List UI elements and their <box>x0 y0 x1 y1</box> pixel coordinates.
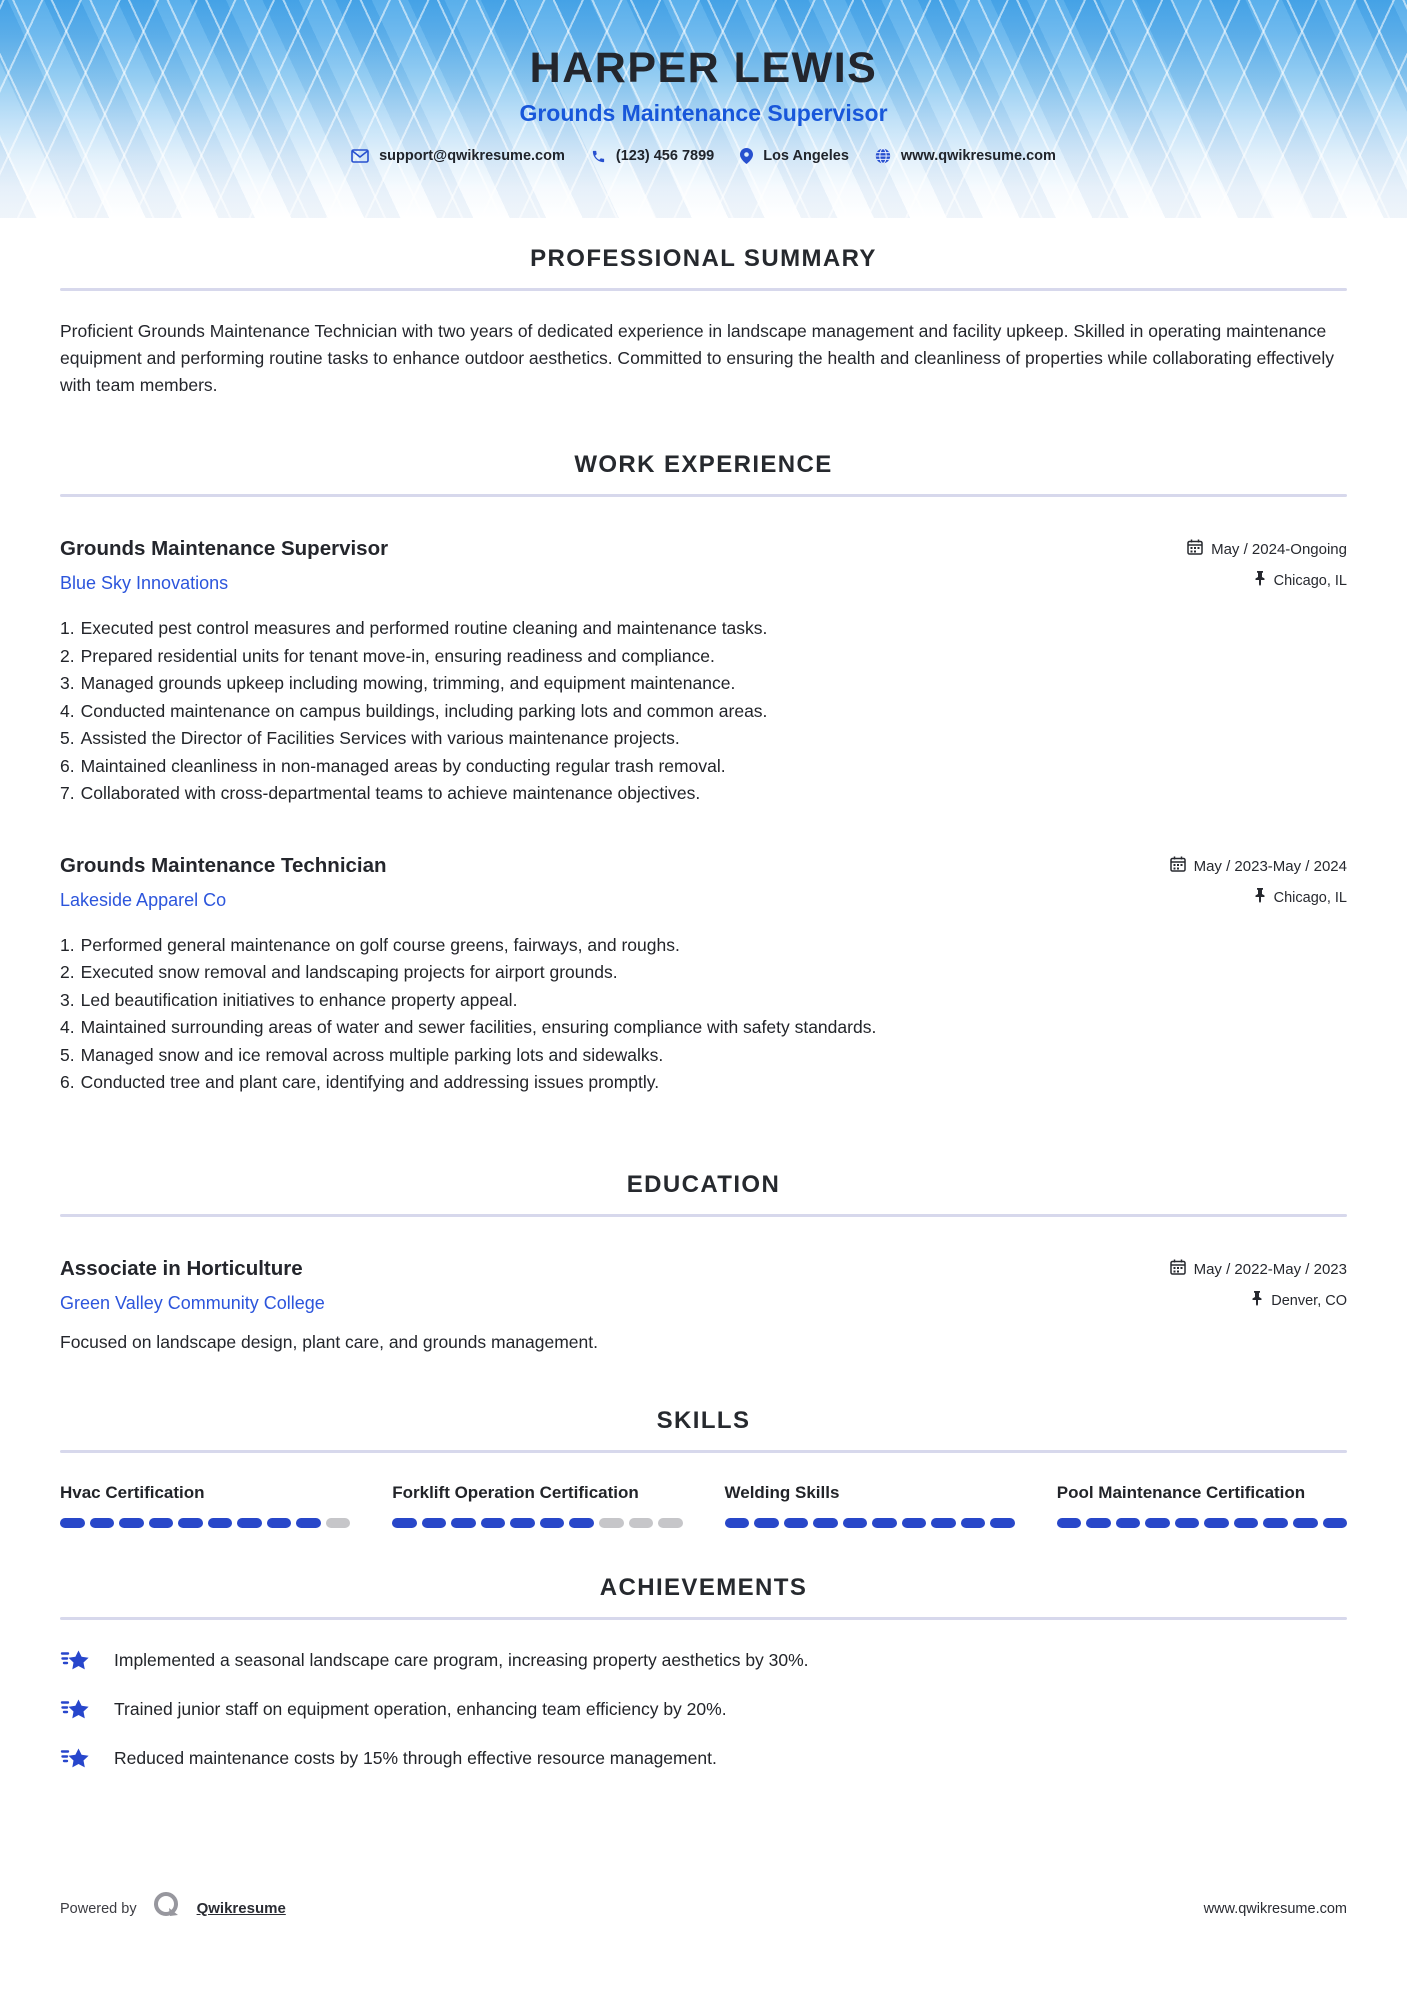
phone-icon <box>591 149 606 164</box>
skill-progress-segment <box>1263 1518 1288 1528</box>
job-entry <box>60 537 1347 808</box>
skill-label: Welding Skills <box>724 1482 840 1502</box>
job-bullet: 3. Managed grounds upkeep including mowing, trimming, and equipment maintenance. <box>60 673 736 693</box>
skill-progress-segment <box>540 1518 565 1528</box>
skill-progress-segment <box>902 1518 927 1528</box>
achievement-item <box>60 1646 1347 1676</box>
resume-body <box>0 245 1407 1774</box>
skill-progress-segment <box>90 1518 115 1528</box>
job-bullet: 6. Maintained cleanliness in non-managed areas by conducting regular trash removal. <box>60 755 726 776</box>
achievements-heading: ACHIEVEMENTS <box>599 1573 808 1601</box>
skill-progress-segment <box>754 1518 779 1528</box>
job-entry <box>60 854 1347 1097</box>
bullet-number: 7. <box>60 783 75 803</box>
bullet-number: 3. <box>60 673 75 693</box>
job-bullet: 2. Executed snow removal and landscaping projects for airport grounds. <box>60 962 618 982</box>
skill-progress-segment <box>510 1518 535 1528</box>
skills-grid <box>60 1483 1347 1528</box>
skill-progress-segment <box>1086 1518 1111 1528</box>
job-bullet: 5. Assisted the Director of Facilities Services with various maintenance projects. <box>60 728 680 748</box>
skill-progress-segment <box>208 1518 233 1528</box>
footer-website-link[interactable]: www.qwikresume.com <box>1203 1900 1347 1917</box>
skill-progress-segment <box>1293 1518 1318 1528</box>
contact-location: Los Angeles <box>740 148 849 164</box>
section-divider <box>60 288 1347 291</box>
job-dates: May / 2023-May / 2024 <box>1193 857 1347 875</box>
skill-progress-segment <box>149 1518 174 1528</box>
skill-progress-segment <box>931 1518 956 1528</box>
bullet-number: 2. <box>60 645 75 666</box>
location-pin-icon <box>740 148 753 164</box>
globe-icon <box>875 148 891 164</box>
skill-progress-segment <box>961 1518 986 1528</box>
achievement-text: Trained junior staff on equipment operation, enhancing team efficiency by 20%. <box>114 1699 727 1719</box>
contact-row <box>0 148 1407 164</box>
resume-header <box>0 0 1407 218</box>
skill-progress-bar <box>60 1518 350 1528</box>
shooting-star-icon <box>60 1695 90 1725</box>
summary-heading: PROFESSIONAL SUMMARY <box>530 245 877 272</box>
skill-progress-bar <box>392 1518 682 1528</box>
job-bullet: 6. Conducted tree and plant care, identifying and addressing issues promptly. <box>60 1072 660 1092</box>
section-divider <box>60 1617 1347 1620</box>
skill-progress-segment <box>725 1518 750 1528</box>
bullet-number: 2. <box>60 962 75 982</box>
skills-heading: SKILLS <box>656 1406 751 1434</box>
contact-email: support@qwikresume.com <box>351 148 565 164</box>
job-bullet-list <box>60 932 1347 1097</box>
bullet-number: 5. <box>60 728 75 748</box>
skill-progress-bar <box>725 1518 1015 1528</box>
education-description: Focused on landscape design, plant care, and grounds management. <box>60 1331 598 1352</box>
job-bullet-list <box>60 615 1347 808</box>
job-bullet: 7. Collaborated with cross-departmental teams to achieve maintenance objectives. <box>60 783 701 803</box>
education-location: Denver, CO <box>1271 1292 1347 1309</box>
skill-progress-segment <box>178 1518 203 1528</box>
page-footer <box>60 1889 1347 1928</box>
bullet-number: 4. <box>60 700 75 721</box>
achievement-item <box>60 1695 1347 1725</box>
bullet-number: 6. <box>60 755 75 776</box>
pushpin-icon <box>1254 888 1266 908</box>
candidate-name: HARPER LEWIS <box>529 44 878 92</box>
skill-progress-segment <box>119 1518 144 1528</box>
powered-by-label: Powered by <box>60 1900 137 1917</box>
achievement-text: Implemented a seasonal landscape care program, increasing property aesthetics by 30%. <box>114 1650 809 1670</box>
education-entry <box>60 1257 1347 1353</box>
qwikresume-logo-icon <box>150 1889 184 1928</box>
bullet-number: 1. <box>60 618 75 638</box>
achievement-item <box>60 1744 1347 1774</box>
email-icon <box>351 149 369 163</box>
section-divider <box>60 494 1347 497</box>
summary-text: Proficient Grounds Maintenance Technician with two years of dedicated experience in landscape management and facility upkeep. Skilled in operating maintenance equipment and performing routine tasks to enhance outdoor aesthetics. Committed to ensuring the health and cleanliness of properties while collaborating effectively with team members. <box>60 321 1335 395</box>
job-company-link[interactable]: Lakeside Apparel Co <box>60 889 227 910</box>
skill-progress-segment <box>1175 1518 1200 1528</box>
skill-progress-segment <box>237 1518 262 1528</box>
powered-by-block <box>60 1889 286 1928</box>
job-bullet: 2. Prepared residential units for tenant move-in, ensuring readiness and compliance. <box>60 645 715 666</box>
skill-progress-segment <box>267 1518 292 1528</box>
calendar-icon <box>1170 856 1186 877</box>
qwikresume-link[interactable]: Qwikresume <box>196 1900 286 1917</box>
skill-progress-segment <box>599 1518 624 1528</box>
contact-website[interactable]: www.qwikresume.com <box>875 148 1056 164</box>
job-list <box>60 537 1347 1097</box>
skill-progress-segment <box>872 1518 897 1528</box>
skill-progress-segment <box>296 1518 321 1528</box>
job-company-link[interactable]: Blue Sky Innovations <box>60 573 229 593</box>
education-dates: May / 2022-May / 2023 <box>1193 1260 1347 1278</box>
job-bullet: 1. Executed pest control measures and performed routine cleaning and maintenance tasks. <box>60 618 768 638</box>
skill-progress-segment <box>392 1518 417 1528</box>
skill-progress-segment <box>422 1518 447 1528</box>
bullet-number: 3. <box>60 989 75 1010</box>
job-bullet: 4. Conducted maintenance on campus buildings, including parking lots and common areas. <box>60 700 768 721</box>
skill-item <box>725 1483 1015 1528</box>
achievements-list <box>60 1646 1347 1774</box>
skill-progress-segment <box>60 1518 85 1528</box>
section-divider <box>60 1450 1347 1453</box>
shooting-star-icon <box>60 1744 90 1774</box>
school-link[interactable]: Green Valley Community College <box>60 1292 325 1313</box>
section-divider <box>60 1214 1347 1217</box>
job-bullet: 1. Performed general maintenance on golf course greens, fairways, and roughs. <box>60 934 680 955</box>
skill-label: Forklift Operation Certification <box>392 1482 639 1502</box>
bullet-number: 4. <box>60 1017 75 1037</box>
skill-progress-segment <box>843 1518 868 1528</box>
skill-progress-bar <box>1057 1518 1347 1528</box>
skill-progress-segment <box>569 1518 594 1528</box>
job-dates: May / 2024-Ongoing <box>1211 541 1347 558</box>
skill-progress-segment <box>1116 1518 1141 1528</box>
skill-progress-segment <box>1323 1518 1348 1528</box>
skill-progress-segment <box>1204 1518 1229 1528</box>
skill-progress-segment <box>451 1518 476 1528</box>
skill-progress-segment <box>1057 1518 1082 1528</box>
skill-progress-segment <box>326 1518 351 1528</box>
job-title: Grounds Maintenance Technician <box>60 853 387 877</box>
achievement-text: Reduced maintenance costs by 15% through effective resource management. <box>114 1748 717 1768</box>
job-bullet: 4. Maintained surrounding areas of water and sewer facilities, ensuring compliance with safety standards. <box>60 1017 877 1037</box>
bullet-number: 6. <box>60 1072 75 1092</box>
job-location: Chicago, IL <box>1273 573 1347 589</box>
shooting-star-icon <box>60 1646 90 1676</box>
skill-item <box>392 1483 682 1528</box>
job-bullet: 5. Managed snow and ice removal across multiple parking lots and sidewalks. <box>60 1044 664 1065</box>
skill-progress-segment <box>784 1518 809 1528</box>
skill-item <box>1057 1483 1347 1528</box>
job-bullet: 3. Led beautification initiatives to enhance property appeal. <box>60 989 518 1010</box>
job-location: Chicago, IL <box>1273 889 1347 906</box>
skill-progress-segment <box>481 1518 506 1528</box>
bullet-number: 1. <box>60 934 75 955</box>
experience-heading: WORK EXPERIENCE <box>574 451 833 478</box>
contact-phone: (123) 456 7899 <box>591 148 714 164</box>
skill-item <box>60 1483 350 1528</box>
job-title: Grounds Maintenance Supervisor <box>60 537 389 560</box>
skill-label: Pool Maintenance Certification <box>1056 1482 1306 1502</box>
skill-progress-segment <box>1145 1518 1170 1528</box>
skill-progress-segment <box>658 1518 683 1528</box>
skill-progress-segment <box>813 1518 838 1528</box>
bullet-number: 5. <box>60 1044 75 1065</box>
skill-progress-segment <box>990 1518 1015 1528</box>
candidate-job-title: Grounds Maintenance Supervisor <box>519 100 888 126</box>
pushpin-icon <box>1254 571 1266 591</box>
calendar-icon <box>1187 539 1203 560</box>
skill-progress-segment <box>1234 1518 1259 1528</box>
skill-label: Hvac Certification <box>60 1482 205 1502</box>
skill-progress-segment <box>629 1518 654 1528</box>
pushpin-icon <box>1251 1291 1263 1311</box>
calendar-icon <box>1170 1259 1186 1280</box>
degree-title: Associate in Horticulture <box>60 1256 303 1280</box>
education-heading: EDUCATION <box>626 1170 781 1198</box>
